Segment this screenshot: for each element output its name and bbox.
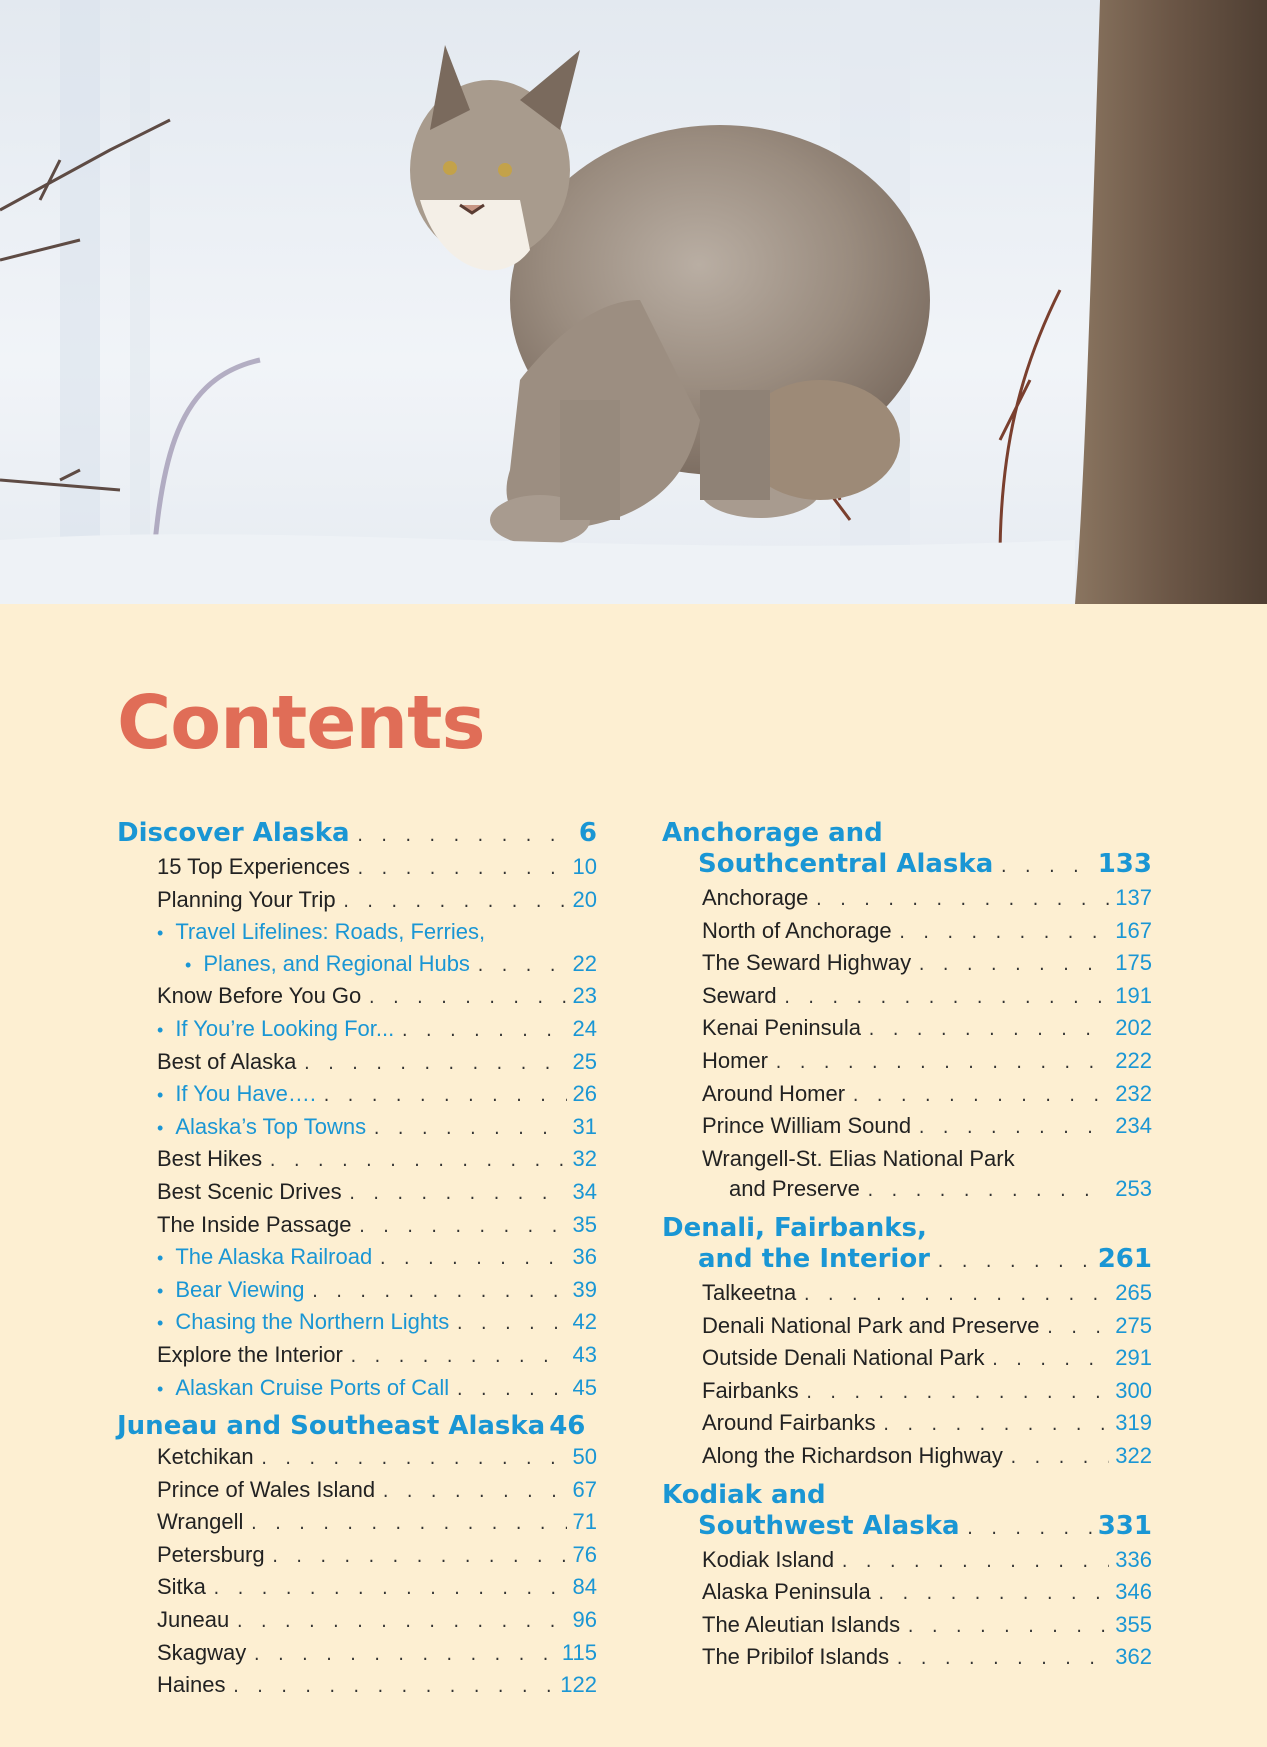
toc-section-heading[interactable]: Discover Alaska . . . 6 <box>117 818 597 852</box>
toc-item[interactable]: 15 Top Experiences . . . 10 <box>117 852 597 885</box>
toc-item[interactable]: Best Hikes . . . 32 <box>117 1144 597 1177</box>
toc-section-heading-cont[interactable]: Southwest Alaska . . . 331 <box>662 1511 1152 1545</box>
toc-item[interactable]: The Inside Passage . . . 35 <box>117 1210 597 1243</box>
toc-item-feature[interactable]: • Travel Lifelines: Roads, Ferries, <box>117 917 597 949</box>
toc-item-cont[interactable]: and Preserve . . . 253 <box>662 1174 1152 1207</box>
toc-item[interactable]: Sitka . . . 84 <box>117 1572 597 1605</box>
toc-item[interactable]: Haines . . . 122 <box>117 1670 597 1703</box>
toc-item-feature[interactable]: • The Alaska Railroad . . . 36 <box>117 1242 597 1275</box>
toc-item[interactable]: Seward . . . 191 <box>662 981 1152 1014</box>
dot-leader <box>356 821 573 852</box>
toc-section-anchorage <box>662 818 1152 1207</box>
toc-item[interactable]: Kenai Peninsula . . . 202 <box>662 1013 1152 1046</box>
toc-item[interactable]: Petersburg . . . 76 <box>117 1540 597 1573</box>
toc-section-heading-cont[interactable]: Southcentral Alaska . . . 133 <box>662 849 1152 883</box>
toc-item[interactable]: Along the Richardson Highway . . . 322 <box>662 1441 1152 1474</box>
toc-item[interactable]: The Aleutian Islands . . . 355 <box>662 1610 1152 1643</box>
toc-section-heading[interactable]: Juneau and Southeast Alaska 46 <box>117 1411 586 1442</box>
toc-item-feature-cont[interactable]: • Planes, and Regional Hubs . . . 22 <box>117 949 597 982</box>
toc-section-denali <box>662 1213 1152 1474</box>
page-title: Contents <box>117 680 485 766</box>
toc-item-feature[interactable]: • Alaska’s Top Towns . . . 31 <box>117 1112 597 1145</box>
toc-item[interactable]: Denali National Park and Preserve . . . 275 <box>662 1311 1152 1344</box>
toc-item[interactable]: Outside Denali National Park . . . 291 <box>662 1343 1152 1376</box>
lynx-photo-icon <box>0 0 1267 604</box>
toc-item[interactable]: Ketchikan . . . 50 <box>117 1442 597 1475</box>
cover-photo <box>0 0 1267 604</box>
toc-item[interactable]: The Pribilof Islands . . . 362 <box>662 1642 1152 1675</box>
toc-item[interactable]: Prince of Wales Island . . . 67 <box>117 1475 597 1508</box>
toc-item-feature[interactable]: • If You’re Looking For... . . . 24 <box>117 1014 597 1047</box>
toc-item[interactable]: Prince William Sound . . . 234 <box>662 1111 1152 1144</box>
toc-item[interactable]: Skagway . . . 115 <box>117 1638 597 1671</box>
toc-section-heading[interactable]: Kodiak and <box>662 1479 826 1510</box>
toc-item-feature[interactable]: • Bear Viewing . . . 39 <box>117 1275 597 1308</box>
toc-section-heading-cont[interactable]: and the Interior . . . 261 <box>662 1244 1152 1278</box>
toc-section-discover-alaska <box>117 818 597 1405</box>
toc-section-heading[interactable]: Denali, Fairbanks, <box>662 1212 927 1243</box>
toc-item[interactable]: Fairbanks . . . 300 <box>662 1376 1152 1409</box>
toc-item[interactable]: Know Before You Go . . . 23 <box>117 981 597 1014</box>
toc-item[interactable]: The Seward Highway . . . 175 <box>662 948 1152 981</box>
toc-item[interactable]: Wrangell-St. Elias National Park <box>702 1145 1015 1171</box>
toc-item[interactable]: Kodiak Island . . . 336 <box>662 1545 1152 1578</box>
toc-item[interactable]: Talkeetna . . . 265 <box>662 1278 1152 1311</box>
toc-item[interactable]: Alaska Peninsula . . . 346 <box>662 1577 1152 1610</box>
toc-item[interactable]: Around Fairbanks . . . 319 <box>662 1408 1152 1441</box>
toc-item[interactable]: Around Homer . . . 232 <box>662 1079 1152 1112</box>
toc-right-column <box>662 818 1152 1675</box>
toc-item[interactable]: Wrangell . . . 71 <box>117 1507 597 1540</box>
toc-item[interactable]: Juneau . . . 96 <box>117 1605 597 1638</box>
toc-item[interactable]: Best Scenic Drives . . . 34 <box>117 1177 597 1210</box>
toc-section-juneau <box>117 1411 597 1703</box>
toc-item[interactable]: Best of Alaska . . . 25 <box>117 1047 597 1080</box>
toc-item-feature[interactable]: • Alaskan Cruise Ports of Call . . . 45 <box>117 1373 597 1406</box>
toc-left-column <box>117 818 597 1703</box>
toc-section-kodiak <box>662 1480 1152 1675</box>
toc-item-feature[interactable]: • If You Have…. . . . 26 <box>117 1079 597 1112</box>
toc-item[interactable]: Homer . . . 222 <box>662 1046 1152 1079</box>
toc-item-feature[interactable]: • Chasing the Northern Lights . . . 42 <box>117 1307 597 1340</box>
toc-item[interactable]: Anchorage . . . 137 <box>662 883 1152 916</box>
toc-item[interactable]: North of Anchorage . . . 167 <box>662 916 1152 949</box>
toc-section-heading[interactable]: Anchorage and <box>662 818 883 848</box>
toc-item[interactable]: Explore the Interior . . . 43 <box>117 1340 597 1373</box>
toc-item[interactable]: Planning Your Trip . . . 20 <box>117 885 597 918</box>
